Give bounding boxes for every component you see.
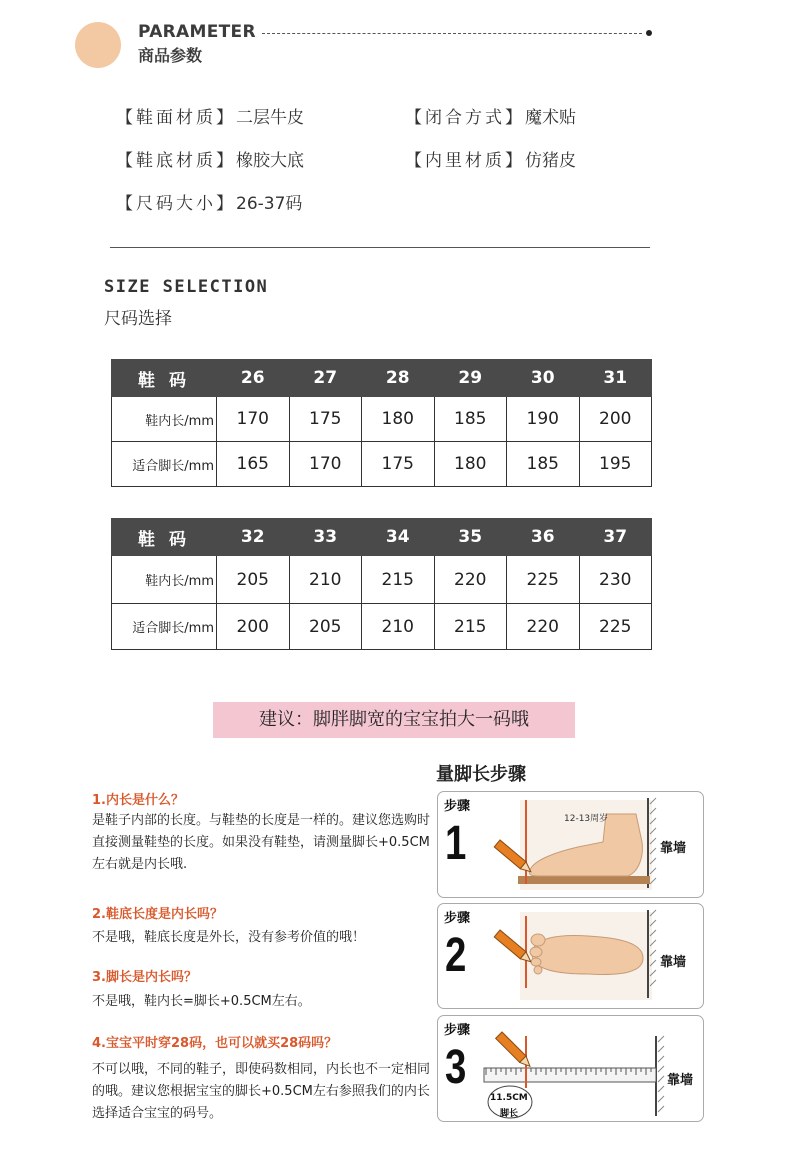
step-number: 3 (445, 1041, 467, 1094)
faq-question: 3.脚长是内长吗？ (92, 970, 197, 985)
faq-question: 4.宝宝平时穿28码，也可以就买28码吗？ (92, 1036, 338, 1051)
decorative-circle (75, 22, 121, 68)
table-cell: 200 (217, 604, 290, 650)
table-cell: 215 (362, 556, 435, 604)
attr-key: 【内里材质】 (405, 151, 525, 171)
table-cell: 225 (579, 604, 652, 650)
divider-dot (646, 30, 652, 36)
table-cell: 195 (579, 442, 652, 487)
step-label: 步骤 (444, 799, 471, 814)
table-cell: 205 (289, 604, 362, 650)
size-title-en: SIZE SELECTION (104, 277, 269, 297)
table-header-cell: 31 (579, 360, 652, 397)
attr-key: 【闭合方式】 (405, 108, 525, 128)
table-header-row (112, 360, 652, 397)
faq-answer: 不是哦，鞋内长=脚长+0.5CM左右。 (92, 994, 311, 1009)
attr-value: 二层牛皮 (236, 108, 304, 128)
table-row (112, 604, 652, 650)
table-row (112, 397, 652, 442)
attr-lining-material (405, 146, 576, 171)
table-header-cell: 鞋 码 (112, 360, 217, 397)
step-number: 1 (445, 817, 467, 870)
table-header-cell: 鞋 码 (112, 519, 217, 556)
table-header-cell: 28 (362, 360, 435, 397)
attr-closure (405, 103, 576, 128)
wall-label: 靠墙 (667, 1073, 694, 1088)
row-label: 鞋内长/mm (112, 397, 217, 442)
table-cell: 170 (289, 442, 362, 487)
attr-value: 橡胶大底 (236, 151, 304, 171)
table-cell: 210 (289, 556, 362, 604)
section-title-en: PARAMETER (138, 22, 256, 42)
attr-value: 仿猪皮 (525, 151, 576, 171)
step-number: 2 (445, 929, 467, 982)
table-header-cell: 34 (362, 519, 435, 556)
faq-answer: 是鞋子内部的长度。与鞋垫的长度是一样的。建议您选购时直接测量鞋垫的长度。如果没有鞋垫，请测量脚长+0.5CM左右就是内长哦. (92, 813, 431, 872)
table-header-cell: 36 (507, 519, 580, 556)
table-header-cell: 35 (434, 519, 507, 556)
table-cell: 205 (217, 556, 290, 604)
table-cell: 215 (434, 604, 507, 650)
attr-key: 【尺码大小】 (116, 194, 236, 214)
table-header-cell: 26 (217, 360, 290, 397)
attr-value: 魔术贴 (525, 108, 576, 128)
size-table-1 (111, 359, 652, 487)
table-cell: 185 (507, 442, 580, 487)
ruler-measure-illustration (438, 1016, 705, 1123)
step-label: 步骤 (444, 911, 471, 926)
section-divider (110, 247, 650, 248)
table-cell: 180 (362, 397, 435, 442)
size-title-cn: 尺码选择 (104, 309, 172, 329)
attr-upper-material (116, 103, 304, 128)
attr-key: 【鞋面材质】 (116, 108, 236, 128)
attr-sole-material (116, 146, 304, 171)
step-card-3 (437, 1015, 704, 1122)
table-header-cell: 37 (579, 519, 652, 556)
attr-size-range (116, 189, 302, 214)
advice-banner: 建议：脚胖脚宽的宝宝拍大一码哦 (213, 702, 575, 738)
section-title-cn: 商品参数 (138, 46, 203, 65)
table-header-cell: 30 (507, 360, 580, 397)
table-cell: 220 (507, 604, 580, 650)
step-card-1 (437, 791, 704, 898)
row-label: 鞋内长/mm (112, 556, 217, 604)
table-header-cell: 29 (434, 360, 507, 397)
table-row (112, 556, 652, 604)
table-header-cell: 33 (289, 519, 362, 556)
age-note: 12-13周岁 (564, 814, 609, 824)
measure-label: 脚长 (500, 1109, 519, 1119)
table-row (112, 442, 652, 487)
step-label: 步骤 (444, 1023, 471, 1038)
wall-label: 靠墙 (660, 955, 687, 970)
table-cell: 190 (507, 397, 580, 442)
table-cell: 220 (434, 556, 507, 604)
row-label: 适合脚长/mm (112, 604, 217, 650)
table-header-cell: 32 (217, 519, 290, 556)
steps-title: 量脚长步骤 (436, 764, 526, 785)
faq-question: 1.内长是什么？ (92, 793, 184, 808)
table-cell: 180 (434, 442, 507, 487)
faq-answer: 不是哦，鞋底长度是外长，没有参考价值的哦！ (92, 930, 366, 945)
table-cell: 200 (579, 397, 652, 442)
faq-answer: 不可以哦，不同的鞋子，即使码数相同，内长也不一定相同的哦。建议您根据宝宝的脚长+0.5CM左右参照我们的内长选择适合宝宝的码号。 (92, 1062, 431, 1121)
measure-value: 11.5CM (490, 1093, 528, 1103)
table-header-row (112, 519, 652, 556)
row-label: 适合脚长/mm (112, 442, 217, 487)
attr-key: 【鞋底材质】 (116, 151, 236, 171)
table-cell: 210 (362, 604, 435, 650)
attr-value: 26-37码 (236, 194, 303, 214)
size-table-2 (111, 518, 652, 650)
table-cell: 175 (362, 442, 435, 487)
table-cell: 230 (579, 556, 652, 604)
dashed-divider (262, 33, 642, 34)
table-cell: 175 (289, 397, 362, 442)
step-card-2 (437, 903, 704, 1009)
table-cell: 170 (217, 397, 290, 442)
wall-label: 靠墙 (660, 841, 687, 856)
table-header-cell: 27 (289, 360, 362, 397)
faq-question: 2.鞋底长度是内长吗？ (92, 907, 223, 922)
table-cell: 185 (434, 397, 507, 442)
table-cell: 165 (217, 442, 290, 487)
table-cell: 225 (507, 556, 580, 604)
